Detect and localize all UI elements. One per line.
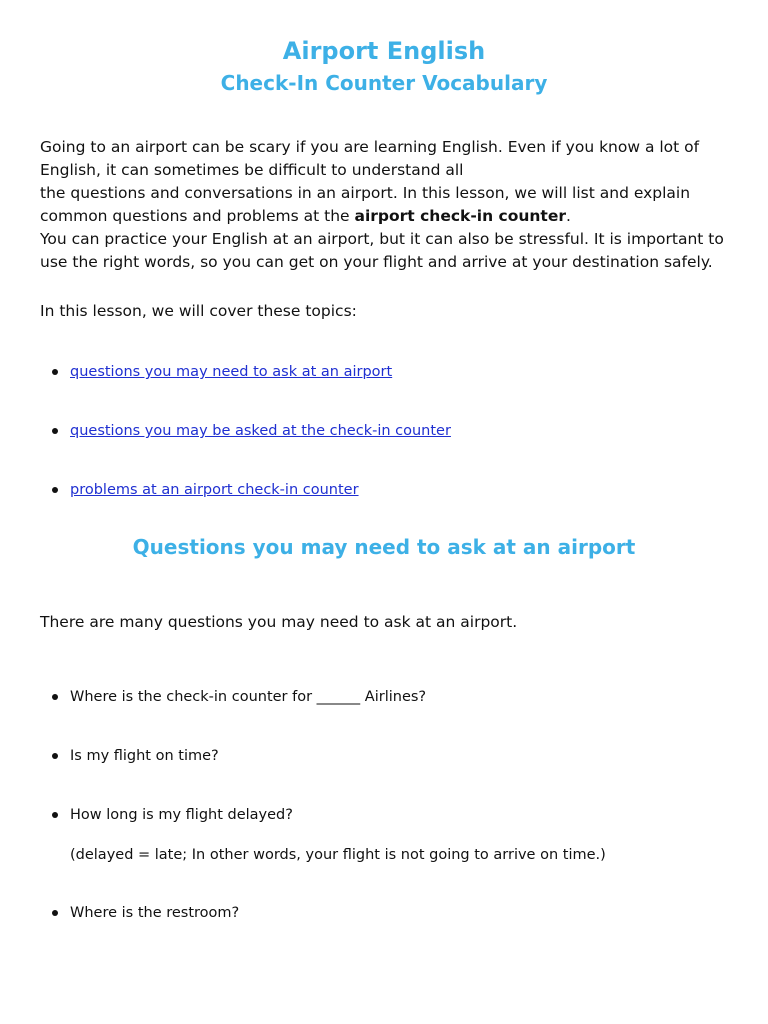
intro-line: English, it can sometimes be difficult to understand all: [40, 161, 464, 179]
bullet-icon: [52, 428, 58, 434]
bullet-icon: [52, 694, 58, 700]
intro-bold-term: airport check-in counter: [354, 207, 566, 225]
page-subtitle: Check-In Counter Vocabulary: [220, 71, 548, 95]
question-text: Where is the check-in counter for ______ Airlines?: [70, 689, 427, 705]
intro-text: common questions and problems at the: [40, 207, 355, 225]
topic-link-questions-to-ask[interactable]: questions you may need to ask at an airport: [70, 364, 393, 380]
section-title: Questions you may need to ask at an airport: [132, 535, 636, 559]
definition-note: (delayed = late; In other words, your flight is not going to arrive on time.): [70, 847, 606, 863]
intro-line: the questions and conversations in an airport. In this lesson, we will list and explain: [40, 184, 691, 202]
intro-line: [40, 205, 740, 228]
bullet-icon: [52, 369, 58, 375]
question-text: Is my flight on time?: [70, 748, 219, 764]
bullet-icon: [52, 812, 58, 818]
bullet-icon: [52, 753, 58, 759]
topic-link-questions-asked[interactable]: questions you may be asked at the check-in counter: [70, 423, 451, 439]
intro-line: Going to an airport can be scary if you are learning English. Even if you know a lot of: [40, 138, 700, 156]
section-lead: There are many questions you may need to ask at an airport.: [40, 613, 518, 631]
bullet-icon: [52, 910, 58, 916]
intro-text: .: [566, 207, 571, 225]
topics-lead: In this lesson, we will cover these topics:: [40, 302, 357, 320]
question-text: How long is my flight delayed?: [70, 807, 293, 823]
intro-line: You can practice your English at an airport, but it can also be stressful. It is important to: [40, 230, 724, 248]
intro-line: use the right words, so you can get on your flight and arrive at your destination safely.: [40, 253, 713, 271]
question-text: Where is the restroom?: [70, 905, 240, 921]
page-title: Airport English: [282, 37, 486, 65]
intro-paragraph: [40, 136, 740, 274]
bullet-icon: [52, 487, 58, 493]
topic-link-problems[interactable]: problems at an airport check-in counter: [70, 482, 359, 498]
